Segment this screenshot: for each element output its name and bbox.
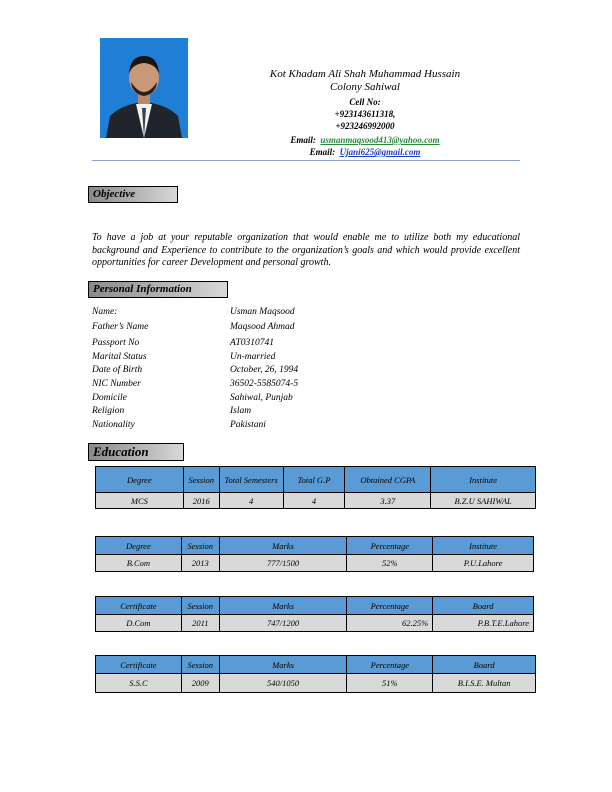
pi-row bbox=[92, 307, 392, 320]
education-table-mcs bbox=[95, 466, 536, 509]
objective-heading: Objective bbox=[88, 186, 178, 203]
data-cell: S.S.C bbox=[96, 674, 182, 693]
header-cell: Board bbox=[433, 597, 534, 615]
header-cell: Obtained CGPA bbox=[345, 467, 431, 493]
header-cell: Session bbox=[181, 656, 219, 674]
data-cell: P.U.Lahore bbox=[433, 555, 534, 572]
education-table-ssc bbox=[95, 655, 536, 693]
data-cell: 4 bbox=[283, 493, 345, 509]
pi-row bbox=[92, 338, 392, 351]
pi-value: Usman Maqsood bbox=[230, 307, 295, 317]
email-label-2: Email: bbox=[309, 147, 336, 157]
objective-text: To have a job at your reputable organization that would enable me to utilize both my educational background and Experience to contribute to the organization’s goals and which would provide excellent opportunities for career Development and personal growth. bbox=[92, 232, 520, 268]
pi-value: 36502-5585074-5 bbox=[230, 379, 299, 389]
header-cell: Certificate bbox=[96, 656, 182, 674]
pi-row bbox=[92, 322, 392, 335]
data-cell: B.I.S.E. Multan bbox=[433, 674, 536, 693]
header-cell: Marks bbox=[219, 597, 347, 615]
pi-value: Maqsood Ahmad bbox=[230, 322, 295, 332]
header-cell: Institute bbox=[433, 537, 534, 555]
header-cell: Session bbox=[181, 597, 219, 615]
pi-label: NIC Number bbox=[92, 379, 141, 389]
header-cell: Session bbox=[181, 537, 219, 555]
phone-2: +923246992000 bbox=[335, 121, 395, 131]
pi-value: Un-married bbox=[230, 352, 276, 362]
pi-label: Date of Birth bbox=[92, 365, 143, 375]
email-label: Email: bbox=[290, 135, 316, 145]
pi-label: Religion bbox=[92, 406, 125, 416]
data-cell: 62.25% bbox=[347, 615, 433, 632]
data-cell: 2016 bbox=[183, 493, 219, 509]
data-cell: D.Com bbox=[96, 615, 182, 632]
pi-label: Father’s Name bbox=[92, 322, 149, 332]
header-cell: Marks bbox=[219, 656, 347, 674]
pi-row bbox=[92, 406, 392, 419]
data-cell: 51% bbox=[347, 674, 433, 693]
header-cell: Institute bbox=[431, 467, 536, 493]
header-cell: Session bbox=[183, 467, 219, 493]
data-cell: 2009 bbox=[181, 674, 219, 693]
header-cell: Certificate bbox=[96, 597, 182, 615]
data-cell: P.B.T.E.Lahore bbox=[433, 615, 534, 632]
pi-value: October, 26, 1994 bbox=[230, 365, 299, 375]
data-cell: 4 bbox=[219, 493, 283, 509]
data-cell: B.Z.U SAHIWAL bbox=[431, 493, 536, 509]
cell-label: Cell No: bbox=[349, 97, 381, 107]
header-cell: Degree bbox=[96, 467, 184, 493]
pi-label: Name: bbox=[92, 307, 118, 317]
header-cell: Marks bbox=[219, 537, 347, 555]
pi-value: Pakistani bbox=[230, 420, 266, 430]
header-cell: Total Semesters bbox=[219, 467, 283, 493]
data-cell: 3.37 bbox=[345, 493, 431, 509]
pi-row bbox=[92, 365, 392, 378]
profile-photo bbox=[100, 38, 188, 138]
education-table-bcom bbox=[95, 536, 534, 572]
email-link-gmail[interactable]: Ujani625@gmail.com bbox=[339, 147, 421, 157]
header-cell: Percentage bbox=[347, 597, 433, 615]
education-table-dcom bbox=[95, 596, 534, 632]
data-cell: 52% bbox=[347, 555, 433, 572]
data-cell: 540/1050 bbox=[219, 674, 347, 693]
pi-row bbox=[92, 352, 392, 365]
header-cell: Percentage bbox=[347, 656, 433, 674]
pi-label: Domicile bbox=[92, 393, 127, 403]
header-divider bbox=[92, 160, 520, 161]
header-cell: Percentage bbox=[347, 537, 433, 555]
personal-info-heading: Personal Information bbox=[88, 281, 228, 298]
pi-value: Sahiwal, Punjab bbox=[230, 393, 293, 403]
data-cell: 777/1500 bbox=[219, 555, 347, 572]
pi-value: AT0310741 bbox=[230, 338, 274, 348]
address-line-1: Kot Khadam Ali Shah Muhammad Hussain bbox=[269, 68, 461, 80]
pi-row bbox=[92, 393, 392, 406]
education-heading: Education bbox=[88, 443, 184, 461]
header-cell: Total G.P bbox=[283, 467, 345, 493]
pi-label: Nationality bbox=[92, 420, 135, 430]
data-cell: 747/1200 bbox=[219, 615, 347, 632]
email-line-1 bbox=[220, 134, 510, 146]
email-link-yahoo[interactable]: usmanmaqsood413@yahoo.com bbox=[320, 135, 440, 145]
pi-label: Passport No bbox=[92, 338, 140, 348]
pi-value: Islam bbox=[230, 406, 252, 416]
pi-label: Marital Status bbox=[92, 352, 147, 362]
data-cell: 2013 bbox=[181, 555, 219, 572]
data-cell: 2011 bbox=[181, 615, 219, 632]
header-cell: Degree bbox=[96, 537, 182, 555]
pi-row bbox=[92, 379, 392, 392]
data-cell: MCS bbox=[96, 493, 184, 509]
pi-row bbox=[92, 420, 392, 433]
phone-1: +923143611318, bbox=[334, 109, 396, 119]
data-cell: B.Com bbox=[96, 555, 182, 572]
address-line-2: Colony Sahiwal bbox=[330, 81, 400, 93]
email-line-2 bbox=[220, 146, 510, 158]
header-cell: Board bbox=[433, 656, 536, 674]
